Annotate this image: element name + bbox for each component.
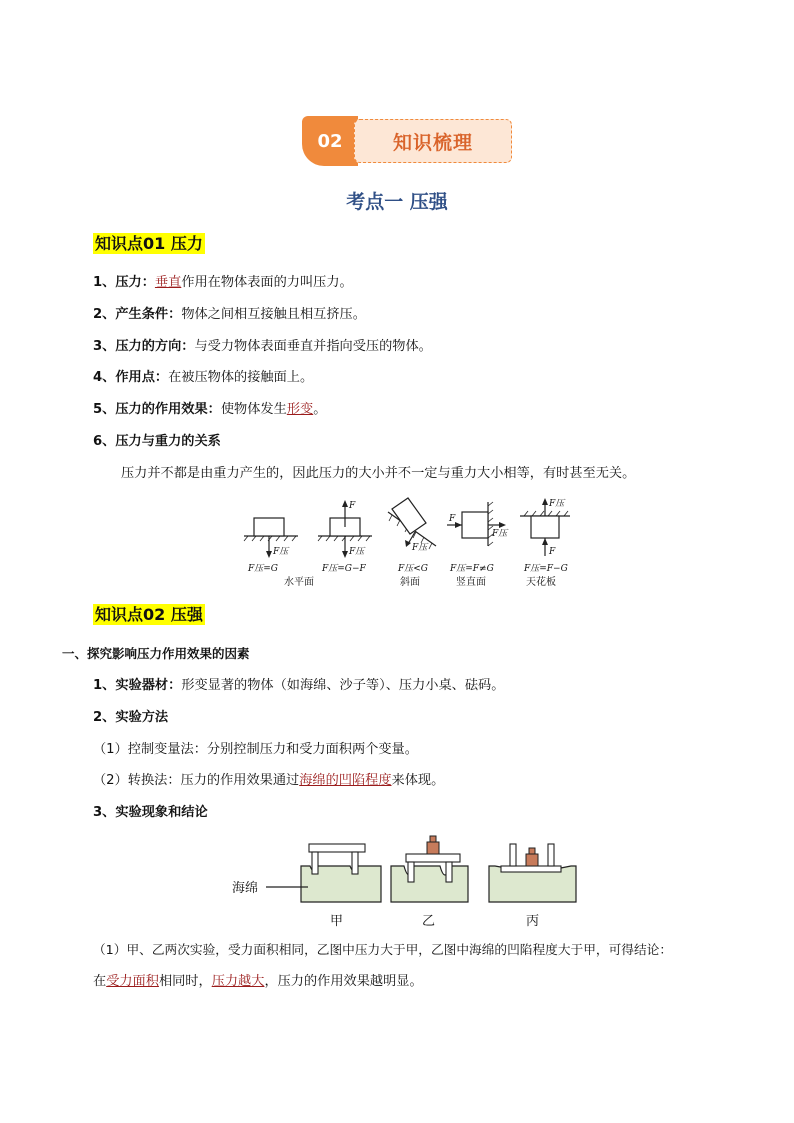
method-2: （2）转换法：压力的作用效果通过海绵的凹陷程度来体现。 — [93, 773, 445, 788]
kp1-item-4: 4、作用点：在被压物体的接触面上。 — [93, 370, 314, 385]
label-f-press-3: F压 — [412, 543, 428, 553]
kp2-subheading: 一、探究影响压力作用效果的因素 — [62, 646, 250, 661]
banner-title-box — [354, 119, 512, 163]
caption-vertical: 竖直面 — [456, 577, 486, 588]
method-1: （1）控制变量法：分别控制压力和受力面积两个变量。 — [93, 742, 418, 757]
conclusion-1-line-1: （1）甲、乙两次实验，受力面积相同，乙图中压力大于甲，乙图中海绵的凹陷程度大于甲，可得结论： — [93, 942, 673, 957]
eq-4: F压=F≠G — [450, 564, 494, 574]
sponge-label: 海绵 — [232, 881, 259, 896]
eq-1: F压=G — [248, 564, 278, 574]
force-figure — [240, 496, 570, 590]
label-f-2: F — [349, 501, 356, 511]
eq-3: F压<G — [398, 564, 428, 574]
sponge-figure — [226, 832, 582, 932]
caption-yi: 乙 — [422, 914, 436, 929]
kp2-item-3: 3、实验现象和结论 — [93, 805, 208, 820]
eq-5: F压=F−G — [524, 564, 568, 574]
label-f-4: F — [449, 514, 456, 524]
kp1-heading: 知识点01 压力 — [95, 234, 203, 253]
label-f-press-5: F压 — [549, 499, 565, 509]
kp1-item-3: 3、压力的方向：与受力物体表面垂直并指向受压的物体。 — [93, 339, 432, 354]
caption-ceiling: 天花板 — [526, 577, 556, 588]
conclusion-1-line-2: 在受力面积相同时，压力越大，压力的作用效果越明显。 — [93, 974, 423, 989]
banner-title: 知识梳理 — [392, 131, 473, 154]
relation-text: 压力并不都是由重力产生的，因此压力的大小并不一定与重力大小相等，有时甚至无关。 — [121, 466, 636, 481]
kp1-item-5: 5、压力的作用效果：使物体发生形变。 — [93, 402, 327, 417]
caption-bing: 丙 — [526, 914, 540, 929]
caption-horizontal: 水平面 — [284, 577, 314, 588]
kp1-item-1: 1、压力：垂直作用在物体表面的力叫压力。 — [93, 275, 353, 290]
label-f-press-4: F压 — [492, 529, 508, 539]
banner-number: 02 — [302, 116, 358, 166]
label-f-press-2: F压 — [349, 547, 365, 557]
label-f-5: F — [549, 547, 556, 557]
kp1-item-6: 6、压力与重力的关系 — [93, 434, 221, 449]
kp2-heading: 知识点02 压强 — [95, 605, 203, 624]
caption-jia: 甲 — [330, 914, 344, 929]
caption-incline: 斜面 — [400, 577, 420, 588]
kp2-item-2: 2、实验方法 — [93, 710, 169, 725]
label-f-press-1: F压 — [273, 547, 289, 557]
section-title: 考点一 压强 — [346, 191, 448, 213]
eq-2: F压=G−F — [322, 564, 366, 574]
section-banner — [302, 116, 512, 166]
kp1-item-2: 2、产生条件：物体之间相互接触且相互挤压。 — [93, 307, 366, 322]
kp2-item-1: 1、实验器材：形变显著的物体（如海绵、沙子等）、压力小桌、砝码。 — [93, 678, 505, 693]
